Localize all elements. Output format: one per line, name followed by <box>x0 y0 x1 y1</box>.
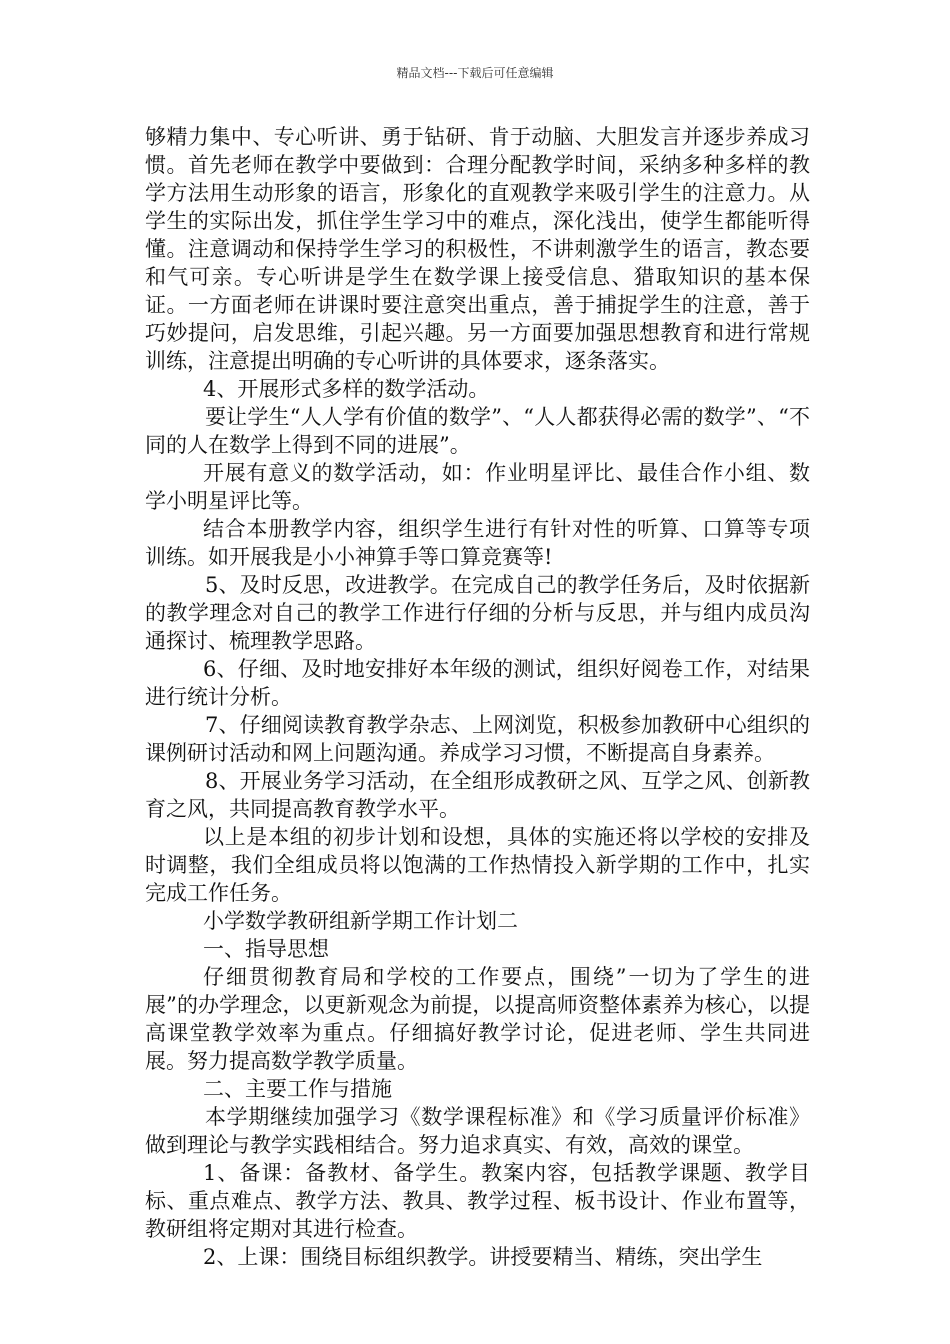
paragraph-valuable-math: 要让学生“人人学有价值的数学”、“人人都获得必需的数学”、“不同的人在数学上得到不同的进展”。 <box>145 405 810 457</box>
document-body <box>145 123 810 1271</box>
paragraph-summary: 以上是本组的初步计划和设想，具体的实施还将以学校的安排及时调整，我们全组成员将以饱满的工作热情投入新学期的工作中，扎实完成工作任务。 <box>145 825 810 905</box>
paragraph-teaching: 2、上课：围绕目标组织教学。讲授要精当、精练，突出学生 <box>203 1245 763 1269</box>
paragraph-standards: 本学期继续加强学习《数学课程标准》和《学习质量评价标准》做到理论与教学实践相结合。努力追求真实、有效，高效的课堂。 <box>145 1105 810 1157</box>
paragraph-activities: 开展有意义的数学活动，如：作业明星评比、最佳合作小组、数学小明星评比等。 <box>145 461 810 513</box>
heading-main-work: 二、主要工作与措施 <box>203 1077 392 1101</box>
paragraph-lesson-prep: 1、备课：备教材、备学生。教案内容，包括教学课题、教学目标、重点难点、教学方法、教具、教学过程、板书设计、作业布置等，教研组将定期对其进行检查。 <box>145 1161 810 1241</box>
section-title-plan-two: 小学数学教研组新学期工作计划二 <box>203 909 518 933</box>
paragraph-guiding-thought: 仔细贯彻教育局和学校的工作要点，围绕”一切为了学生的进展”的办学理念，以更新观念为前提，以提高师资整体素养为核心，以提高课堂教学效率为重点。仔细搞好教学讨论，促进老师、学生共同进展。努力提高数学教学质量。 <box>145 965 810 1073</box>
paragraph-item-8: 8、开展业务学习活动，在全组形成教研之风、互学之风、创新教育之风，共同提高教育教学水平。 <box>145 769 810 821</box>
heading-guiding-thought: 一、指导思想 <box>203 937 329 961</box>
paragraph-item-4: 4、开展形式多样的数学活动。 <box>203 377 490 401</box>
paragraph-item-7: 7、仔细阅读教育教学杂志、上网浏览，积极参加教研中心组织的课例研讨活动和网上问题沟通。养成学习习惯，不断提高自身素养。 <box>145 713 810 765</box>
paragraph-item-6: 6、仔细、及时地安排好本年级的测试，组织好阅卷工作，对结果进行统计分析。 <box>145 657 810 709</box>
page-header: 精品文档---下载后可任意编辑 <box>396 66 554 80</box>
paragraph-training: 结合本册教学内容，组织学生进行有针对性的听算、口算等专项训练。如开展我是小小神算手等口算竞赛等! <box>145 517 810 569</box>
paragraph-listening: 够精力集中、专心听讲、勇于钻研、肯于动脑、大胆发言并逐步养成习惯。首先老师在教学中要做到：合理分配教学时间，采纳多种多样的教学方法用生动形象的语言，形象化的直观教学来吸引学生的注意力。从学生的实际出发，抓住学生学习中的难点，深化浅出，使学生都能听得懂。注意调动和保持学生学习的积极性，不讲刺激学生的语言，教态要和气可亲。专心听讲是学生在数学课上接受信息、猎取知识的基本保证。一方面老师在讲课时要注意突出重点，善于捕捉学生的注意，善于巧妙提问，启发思维，引起兴趣。另一方面要加强思想教育和进行常规训练，注意提出明确的专心听讲的具体要求，逐条落实。 <box>145 125 810 373</box>
paragraph-item-5: 5、及时反思，改进教学。在完成自己的教学任务后，及时依据新的教学理念对自己的教学工作进行仔细的分析与反思，并与组内成员沟通探讨、梳理教学思路。 <box>145 573 810 653</box>
